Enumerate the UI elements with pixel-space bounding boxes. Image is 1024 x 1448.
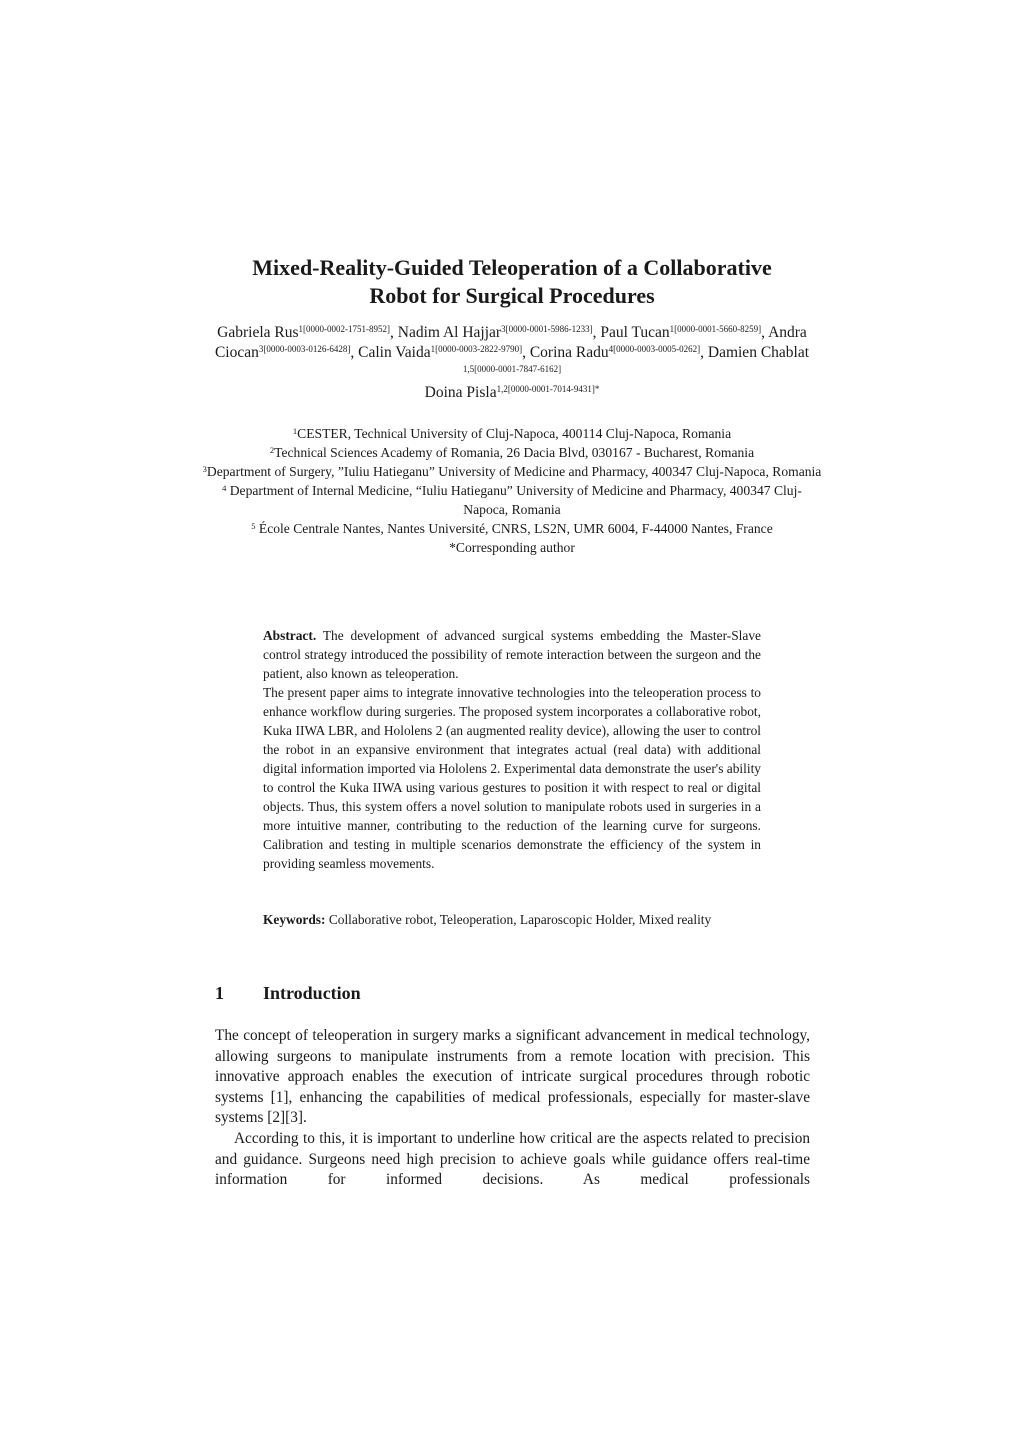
section-number: 1 (215, 983, 224, 1003)
section-title: Introduction (263, 983, 361, 1003)
abstract-paragraph: Abstract. The development of advanced surgical systems embedding the Master-Slave control strategy introduced the possibility of remote interaction between the surgeon and the patient, also known as teleoperation. (263, 628, 761, 681)
affiliation: $^5$ École Centrale Nantes, Nantes Université, CNRS, LS2N, UMR 6004, F-44000 Nantes, France (251, 521, 773, 536)
author: Calin Vaida$^{1[0000-0003-2822-9790]}$, (358, 344, 530, 361)
affiliation: $^3$Department of Surgery, ”Iuliu Hatieganu” University of Medicine and Pharmacy, 400347 Cluj-Napoca, Romania (202, 464, 822, 479)
keywords (263, 910, 761, 929)
title-line-2: Robot for Surgical Procedures (369, 283, 655, 308)
affiliation: $^1$CESTER, Technical University of Cluj-Napoca, 400114 Cluj-Napoca, Romania (292, 426, 732, 441)
keywords-text: Collaborative robot, Teleoperation, Laparoscopic Holder, Mixed reality (325, 912, 712, 927)
author: Gabriela Rus$^{1[0000-0002-1751-8952]}$, (217, 324, 398, 341)
author: Corina Radu$^{4[0000-0003-0005-0262]}$, (529, 344, 708, 361)
author: Andra Ciocan$^{3[0000-0003-0126-6428]}$, (214, 324, 807, 361)
author: Doina Pisla$^{1,2[0000-0001-7014-9431]*}$ (424, 384, 600, 401)
body-paragraph: According to this, it is important to underline how critical are the aspects related to precision and guidance. Surgeons need high precision to achieve goals while guidance offers real-time information for informed decisions. As medical professionals (215, 1129, 810, 1189)
affiliation: $^2$Technical Sciences Academy of Romania, 26 Dacia Blvd, 030167 - Bucharest, Romania (269, 445, 755, 460)
body-paragraph: The concept of teleoperation in surgery marks a significant advancement in medical technology, allowing surgeons to manipulate instruments from a remote location with precision. This innovative approach enables the execution of intricate surgical procedures through robotic systems [1], enhancing the capabilities of medical professionals, especially for master-slave systems [2][3]. (215, 1027, 810, 1127)
abstract-paragraph: The present paper aims to integrate innovative technologies into the teleoperation process to enhance workflow during surgeries. The proposed system incorporates a collaborative robot, Kuka IIWA LBR, and Hololens 2 (an augmented reality device), allowing the user to control the robot in an expansive environment that integrates actual (real data) with additional digital information imported via Hololens 2. Experimental data demonstrate the user's ability to control the Kuka IIWA using various gestures to position it with respect to real or digital objects. Thus, this system offers a novel solution to manipulate robots used in surgeries in a more intuitive manner, contributing to the reduction of the learning curve for surgeons. Calibration and testing in multiple scenarios demonstrate the efficiency of the system in providing seamless movements. (263, 685, 761, 871)
abstract-label: Abstract. (263, 628, 317, 643)
author: Paul Tucan$^{1[0000-0001-5660-8259]}$, (600, 324, 769, 341)
author: Nadim Al Hajjar$^{3[0000-0001-5986-1233]}$, (397, 324, 601, 341)
author-list (200, 323, 824, 403)
affiliation: $^4$ Department of Internal Medicine, “Iuliu Hatieganu” University of Medicine and Pharmacy, 400347 Cluj-Napoca, Romania (222, 483, 802, 517)
corresponding-author-note: *Corresponding author (449, 540, 575, 555)
section-heading (215, 980, 815, 1006)
paper-title (150, 254, 874, 310)
title-line-1: Mixed-Reality-Guided Teleoperation of a Collaborative (252, 255, 772, 280)
author: Damien Chablat $^{1,5[0000-0001-7847-6162]}$ (462, 344, 810, 374)
body-text (215, 1026, 810, 1191)
keywords-label: Keywords: (263, 912, 326, 927)
abstract (263, 626, 761, 873)
affiliation-list (200, 424, 824, 557)
